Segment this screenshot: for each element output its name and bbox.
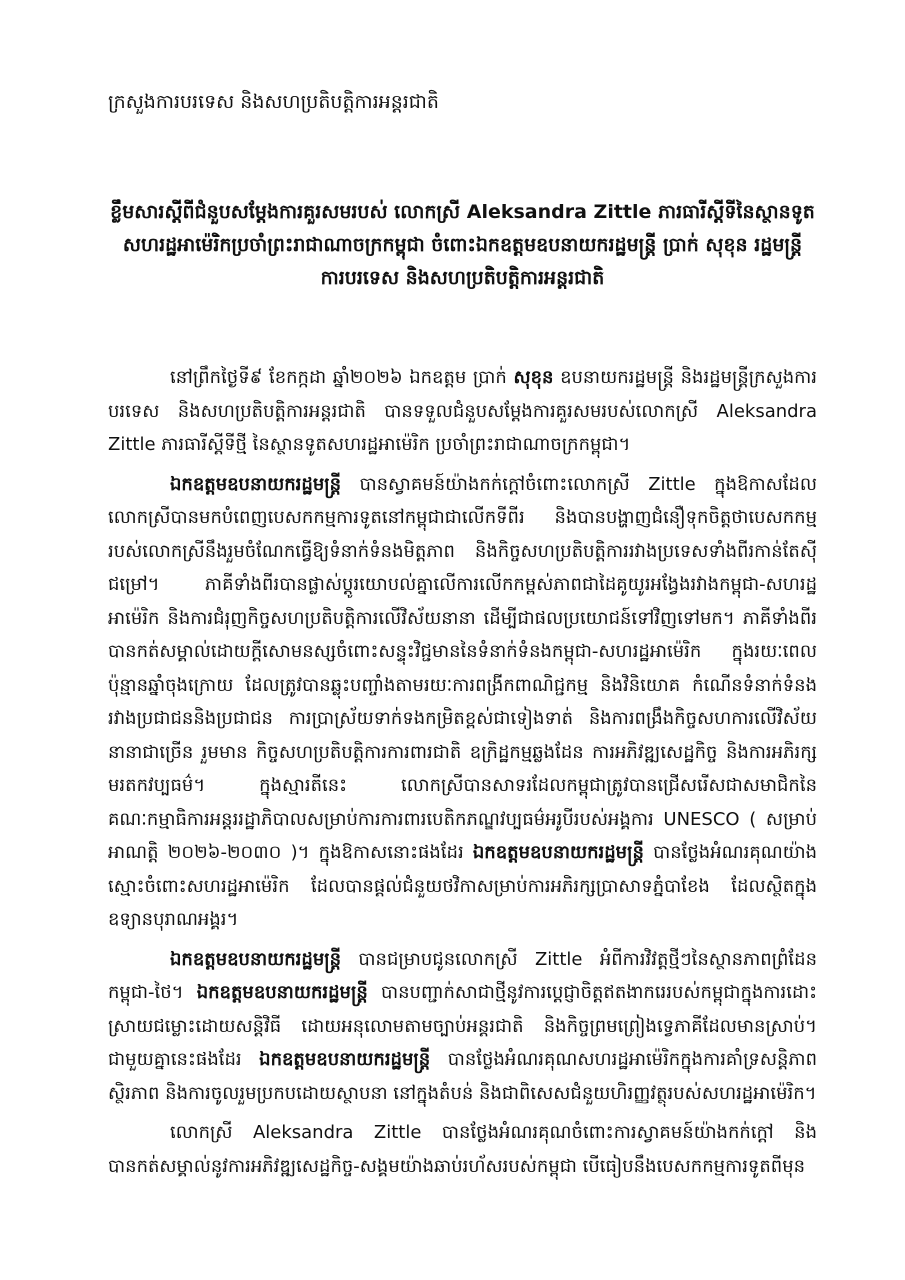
ministry-header: ក្រសួងការបរទេស និងសហប្រតិបត្តិការអន្តរជាតិ bbox=[108, 91, 439, 113]
paragraph-2-text-2: បានថ្លែងអំណរគុណយ៉ាងស្មោះចំពោះសហរដ្ឋអាម៉េរិក ដែលបានផ្តល់ជំនួយថវិកាសម្រាប់ការអភិរក្សប្រាសាទភ្នំបាខែង ដែលស្ថិតក្នុងឧទ្យានបុរាណអង្គរ។ bbox=[108, 842, 817, 930]
paragraph-2-text-1: បានស្វាគមន៍យ៉ាងកក់ក្តៅចំពោះលោកស្រី Zittle ក្នុងឱកាសដែលលោកស្រីបានមកបំពេញបេសកកម្មការទូតនៅកម្ពុជាជាលើកទីពីរ និងបានបង្ហាញជំនឿទុកចិត្តថាបេសកកម្មរបស់លោកស្រីនឹងរួមចំណែកធ្វើឱ្យទំនាក់ទំនងមិត្តភាព និងកិច្ចសហប្រតិបត្តិការរវាងប្រទេសទាំងពីរកាន់តែស៊ីជម្រៅ។ ភាគីទាំងពីរបានផ្លាស់ប្តូរយោបល់គ្នាលើការលើកកម្ពស់ភាពជាដៃគូយូរអង្វែងរវាងកម្ពុជា-សហរដ្ឋអាម៉េរិក និងការជំរុញកិច្ចសហប្រតិបត្តិការលើវិស័យនានា ដើម្បីជាផលប្រយោជន៍ទៅវិញទៅមក។ ភាគីទាំងពីរបានកត់សម្គាល់ដោយក្តីសោមនស្សចំពោះសន្ទុះវិជ្ជមាននៃទំនាក់ទំនងកម្ពុជា-សហរដ្ឋអាម៉េរិក ក្នុងរយៈពេលប៉ុន្មានឆ្នាំចុងក្រោយ ដែលត្រូវបានឆ្លុះបញ្ចាំងតាមរយៈការពង្រីកពាណិជ្ជកម្ម និងវិនិយោគ កំណើនទំនាក់ទំនងរវាងប្រជាជននិងប្រជាជន ការប្រាស្រ័យទាក់ទងកម្រិតខ្ពស់ជាទៀងទាត់ និងការពង្រឹងកិច្ចសហការលើវិស័យនានាជាច្រើន រួមមាន កិច្ចសហប្រតិបត្តិការការពារជាតិ ឧក្រិដ្ឋកម្មឆ្លងដែន ការអភិវឌ្ឍសេដ្ឋកិច្ច និងការអភិរក្សមរតកវប្បធម៌។ ក្នុងស្មារតីនេះ លោកស្រីបានសាទរដែលកម្ពុជាត្រូវបានជ្រើសរើសជាសមាជិកនៃគណៈកម្មាធិការអន្តររដ្ឋាភិបាលសម្រាប់ការការពារបេតិកភណ្ឌវប្បធម៌អរូបីរបស់អង្គការ UNESCO ( សម្រាប់អាណត្តិ ២០២៦-២០៣០ )។ ក្នុងឱកាសនោះផងដែរ bbox=[108, 473, 817, 863]
paragraph-2 bbox=[108, 468, 817, 937]
paragraph-3-text-2: បានបញ្ជាក់សាជាថ្មីនូវការប្តេជ្ញាចិត្តឥតងាករេរបស់កម្ពុជាក្នុងការដោះស្រាយជម្លោះដោយសន្តិវិធី ដោយអនុលោមតាមច្បាប់អន្តរជាតិ និងកិច្ចព្រមព្រៀងទ្វេភាគីដែលមានស្រាប់។ ជាមួយគ្នានេះផងដែរ bbox=[108, 982, 817, 1070]
paragraph-4-text-1: លោកស្រី Aleksandra Zittle បានថ្លែងអំណរគុណចំពោះការស្វាគមន៍យ៉ាងកក់ក្តៅ និងបានកត់សម្គាល់នូវការអភិវឌ្ឍសេដ្ឋកិច្ច-សង្គមយ៉ាងឆាប់រហ័សរបស់កម្ពុជា បើធៀបនឹងបេសកកម្មការទូតពីមុន bbox=[108, 1122, 817, 1177]
paragraph-2-bold-1: ឯកឧត្តមឧបនាយករដ្ឋមន្ត្រី bbox=[170, 473, 342, 495]
paragraph-3-text-1: បានជម្រាបជូនលោកស្រី Zittle អំពីការវិវត្តថ្មីៗនៃស្ថានភាពព្រំដែនកម្ពុជា-ថៃ។ bbox=[108, 948, 817, 1003]
title-line-3: ការបរទេស និងសហប្រតិបត្តិការអន្តរជាតិ bbox=[320, 267, 605, 289]
paragraph-3-bold-3: ឯកឧត្តមឧបនាយករដ្ឋមន្ត្រី bbox=[259, 1049, 431, 1070]
paragraph-1-bold-1: សុខុន bbox=[513, 367, 554, 388]
title-line-2: សហរដ្ឋអាម៉េរិកប្រចាំព្រះរាជាណាចក្រកម្ពុជា ចំពោះឯកឧត្តមឧបនាយករដ្ឋមន្ត្រី ប្រាក់ សុខុន រដ្ឋមន្ត្រី bbox=[122, 234, 803, 256]
document-body bbox=[108, 361, 817, 1183]
paragraph-1-text-1: នៅព្រឹកថ្ងៃទី៩ ខែកក្កដា ឆ្នាំ២០២៦ ឯកឧត្តម ប្រាក់ bbox=[170, 367, 514, 388]
paragraph-2-bold-2: ឯកឧត្តមឧបនាយករដ្ឋមន្ត្រី bbox=[472, 842, 644, 863]
paragraph-3-bold-1: ឯកឧត្តមឧបនាយករដ្ឋមន្ត្រី bbox=[170, 948, 342, 970]
paragraph-3-bold-2: ឯកឧត្តមឧបនាយករដ្ឋមន្ត្រី bbox=[196, 982, 368, 1003]
title-line-1: ខ្លឹមសារស្តីពីជំនួបសម្តែងការគួរសមរបស់ លោកស្រី Aleksandra Zittle ភារធារីស្តីទីនៃស្ថានទូត bbox=[110, 201, 815, 223]
document-title bbox=[108, 196, 817, 295]
paragraph-4 bbox=[108, 1116, 817, 1183]
paragraph-3 bbox=[108, 943, 817, 1111]
paragraph-1-text-2: ឧបនាយករដ្ឋមន្ត្រី និងរដ្ឋមន្ត្រីក្រសួងការបរទេស និងសហប្រតិបត្តិការអន្តរជាតិ បានទទួលជំនួបសម្តែងការគួរសមរបស់លោកស្រី Aleksandra Zittle ភារធារីស្តីទីថ្មី នៃស្ថានទូតសហរដ្ឋអាម៉េរិក ប្រចាំព្រះរាជាណាចក្រកម្ពុជា។ bbox=[108, 367, 817, 455]
paragraph-3-text-3: បានថ្លែងអំណរគុណសហរដ្ឋអាម៉េរិកក្នុងការគាំទ្រសន្តិភាព ស្ថិរភាព និងការចូលរួមប្រកបដោយស្ថាបនា នៅក្នុងតំបន់ និងជាពិសេសជំនួយហិរញ្ញវត្ថុរបស់សហរដ្ឋអាម៉េរិក។ bbox=[108, 1049, 817, 1104]
paragraph-1 bbox=[108, 361, 817, 462]
